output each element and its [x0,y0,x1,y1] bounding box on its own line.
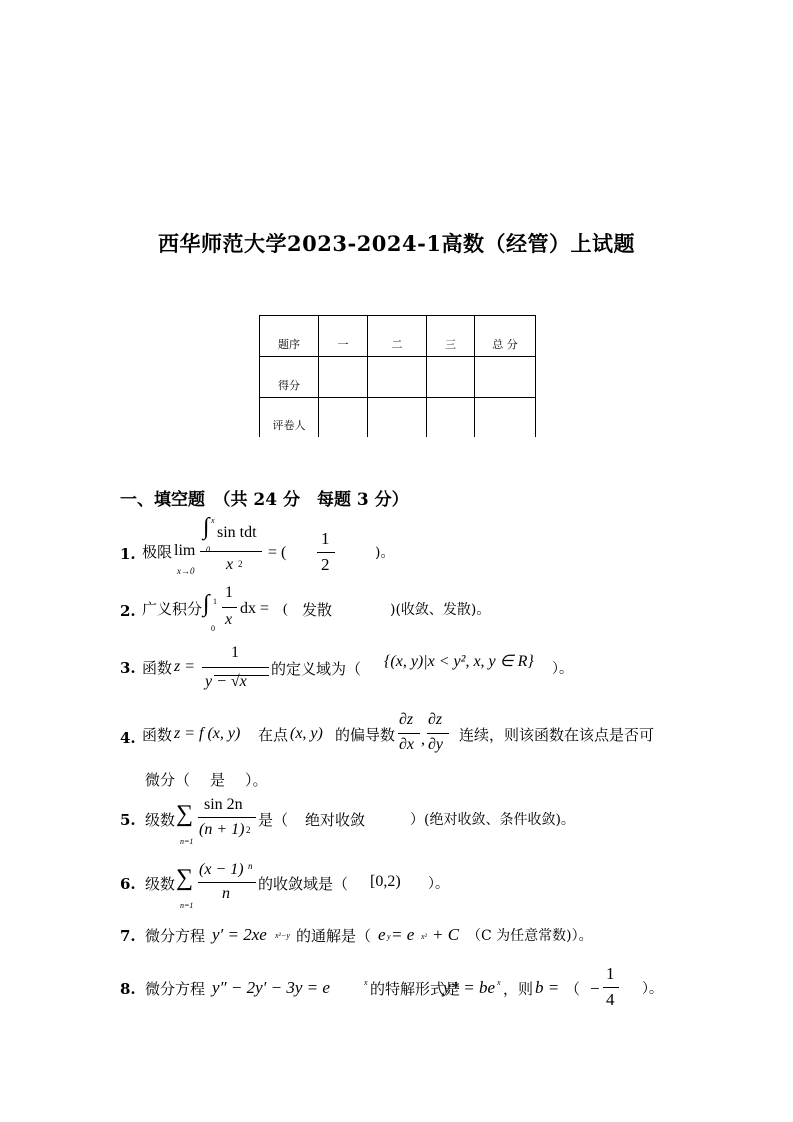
fraction-bar [198,882,256,883]
header-cell: 题序 [260,316,319,357]
header-cell: 二 [368,316,427,357]
fraction-bar [202,667,269,668]
score-cell[interactable] [368,357,427,398]
integral-sign: ∫ [203,591,210,617]
grader-cell[interactable] [368,398,427,437]
header-cell: 三 [427,316,475,357]
comma: , [421,731,425,748]
fraction-bar [398,733,420,734]
grader-cell[interactable] [319,398,368,437]
section-heading: 一、填空题 （共 24 分 每题 3 分） [120,490,409,510]
header-cell: 一 [319,316,368,357]
exam-title: 西华师范大学2023-2024-1高数（经管）上试题 [158,231,635,256]
grader-cell[interactable] [475,398,536,437]
fraction-bar [603,987,619,988]
fraction-bar [427,733,449,734]
score-cell[interactable] [475,357,536,398]
row-label-grader: 评卷人 [260,398,319,437]
score-cell[interactable] [319,357,368,398]
sqrt-bar [214,675,269,676]
score-table [259,315,536,437]
header-cell: 总 分 [475,316,536,357]
fraction-bar [222,607,237,608]
row-label-score: 得分 [260,357,319,398]
score-cell[interactable] [427,357,475,398]
grader-cell[interactable] [427,398,475,437]
fraction-bar [200,551,262,552]
fraction-bar [317,552,335,553]
integral-sign: ∫ [203,514,210,540]
sqrt-denominator: y − √x [205,673,247,690]
fraction-bar [198,817,256,818]
